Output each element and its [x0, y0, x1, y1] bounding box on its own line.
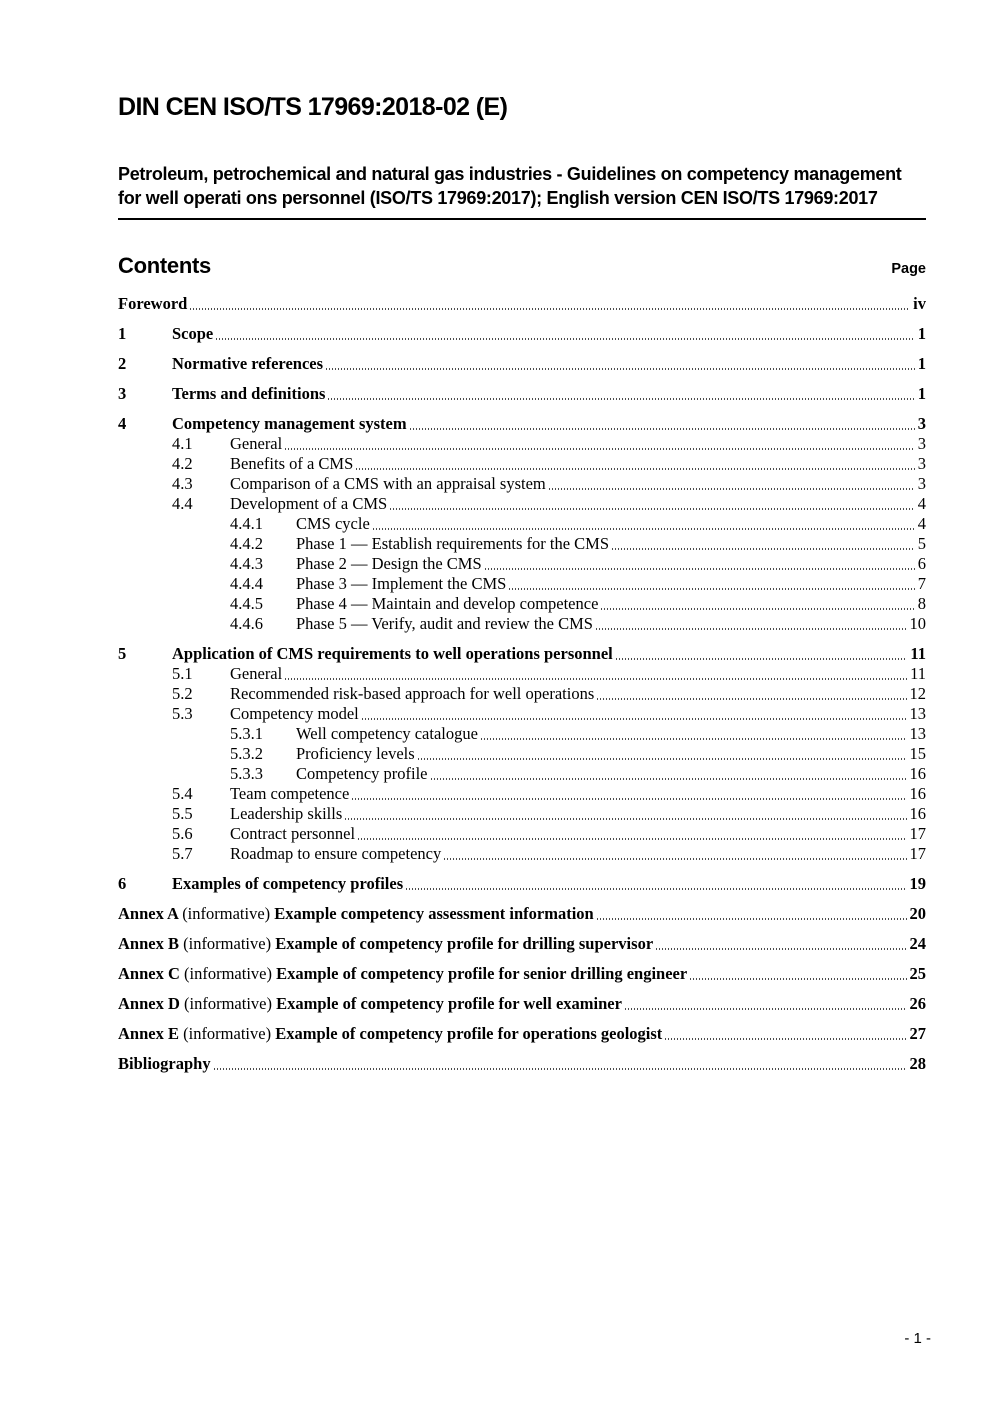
toc-entry-page: 25 — [909, 963, 926, 983]
toc-entry-number: 5.1 — [172, 663, 193, 683]
toc-entry-label-part: Annex A — [118, 903, 183, 923]
dot-leader — [356, 468, 914, 470]
toc-entry-label: Phase 3 — Implement the CMS — [296, 573, 507, 593]
toc-entry-label: Phase 1 — Establish requirements for the CMS — [296, 533, 610, 553]
toc-entry-label: Comparison of a CMS with an appraisal system — [230, 473, 546, 493]
contents-heading: Contents — [118, 252, 211, 278]
footer-page-number: - 1 - — [904, 1330, 931, 1347]
toc-row — [118, 534, 926, 554]
toc-row — [118, 964, 926, 984]
toc-entry-label: Well competency catalogue — [296, 723, 478, 743]
page-column-label: Page — [891, 260, 926, 277]
toc-row — [118, 294, 926, 314]
toc-row — [118, 574, 926, 594]
toc-entry-page: 7 — [917, 573, 926, 593]
toc-entry-label-part: Example competency assessment information — [274, 903, 594, 923]
toc-entry-page: 1 — [917, 323, 926, 343]
toc-entry-number: 5.3.2 — [230, 743, 263, 763]
toc-entry-number: 6 — [118, 873, 127, 893]
toc-entry-label-part: (informative) — [182, 903, 275, 923]
dot-leader — [362, 718, 907, 720]
toc-entry-page: 27 — [909, 1023, 926, 1043]
toc-entry-label — [118, 1024, 665, 1044]
toc-row — [118, 474, 926, 494]
toc-row — [118, 904, 926, 924]
toc-row — [118, 614, 926, 634]
toc-row — [118, 1024, 926, 1044]
toc-row — [118, 354, 926, 374]
toc-row — [118, 664, 926, 684]
toc-entry-number: 4.4.5 — [230, 593, 263, 613]
document-subtitle: Petroleum, petrochemical and natural gas industries - Guidelines on competency management for well operati ons personnel (ISO/TS 17969:2017); English version CEN ISO/TS 17969:2017 — [118, 163, 902, 209]
toc-entry-page: 5 — [917, 533, 926, 553]
toc-entry-page: 24 — [909, 933, 926, 953]
toc-entry-label: Bibliography — [118, 1053, 211, 1073]
contents-header-row — [118, 253, 926, 279]
toc-entry-label: Competency model — [230, 703, 359, 723]
toc-entry-label: General — [230, 663, 283, 683]
toc-entry-label: Competency management system — [172, 413, 407, 433]
toc-entry-label-part: (informative) — [184, 993, 277, 1013]
toc-row — [118, 784, 926, 804]
toc-entry-number: 5.3 — [172, 703, 193, 723]
toc-entry-label-part: Example of competency profile for drilling supervisor — [275, 933, 654, 953]
page-content — [118, 0, 926, 1074]
dot-leader — [406, 888, 906, 890]
toc-entry-number: 1 — [118, 323, 127, 343]
toc-entry-number: 4.4 — [172, 493, 193, 513]
toc-entry-page: 16 — [909, 763, 926, 783]
dot-leader — [601, 608, 914, 610]
toc-row — [118, 554, 926, 574]
toc-entry-number: 5.3.1 — [230, 723, 263, 743]
dot-leader — [285, 678, 907, 680]
toc-entry-number: 4.2 — [172, 453, 193, 473]
toc-entry-label: Leadership skills — [230, 803, 343, 823]
toc-row — [118, 454, 926, 474]
toc-row — [118, 804, 926, 824]
dot-leader — [285, 448, 915, 450]
dot-leader — [597, 698, 906, 700]
toc-entry-page: 6 — [917, 553, 926, 573]
toc-list — [118, 294, 926, 1074]
toc-row — [118, 824, 926, 844]
toc-entry-page: 3 — [917, 413, 926, 433]
toc-entry-label: Roadmap to ensure competency — [230, 843, 442, 863]
toc-entry-page: 8 — [917, 593, 926, 613]
dot-leader — [358, 838, 906, 840]
toc-entry-label: Foreword — [118, 293, 188, 313]
dot-leader — [326, 368, 915, 370]
toc-entry-label: Phase 5 — Verify, audit and review the CMS — [296, 613, 593, 633]
toc-entry-page: 3 — [917, 453, 926, 473]
toc-entry-label: Proficiency levels — [296, 743, 415, 763]
toc-entry-label — [118, 994, 625, 1014]
toc-row — [118, 994, 926, 1014]
dot-leader — [352, 798, 906, 800]
toc-row — [118, 514, 926, 534]
toc-entry-number: 5.7 — [172, 843, 193, 863]
toc-entry-label — [118, 904, 597, 924]
toc-row — [118, 744, 926, 764]
toc-entry-number: 4.4.4 — [230, 573, 263, 593]
dot-leader — [656, 948, 906, 950]
dot-leader — [481, 738, 907, 740]
toc-entry-label-part: Example of competency profile for well examiner — [276, 993, 622, 1013]
dot-leader — [690, 978, 906, 980]
toc-entry-page: 19 — [909, 873, 926, 893]
toc-entry-label: CMS cycle — [296, 513, 370, 533]
dot-leader — [390, 508, 915, 510]
dot-leader — [214, 1068, 907, 1070]
toc-entry-label: Application of CMS requirements to well operations personnel — [172, 643, 613, 663]
toc-entry-label-part: (informative) — [183, 1023, 276, 1043]
toc-entry-number: 4.4.2 — [230, 533, 263, 553]
dot-leader — [373, 528, 915, 530]
toc-entry-page: 3 — [917, 473, 926, 493]
toc-row — [118, 704, 926, 724]
toc-entry-number: 5.4 — [172, 783, 193, 803]
toc-entry-number: 5 — [118, 643, 127, 663]
toc-entry-label: General — [230, 433, 283, 453]
toc-entry-label: Phase 4 — Maintain and develop competence — [296, 593, 599, 613]
dot-leader — [509, 588, 914, 590]
toc-row — [118, 844, 926, 864]
dot-leader — [596, 628, 907, 630]
dot-leader — [616, 658, 908, 660]
toc-entry-page: 10 — [909, 613, 926, 633]
toc-entry-label: Examples of competency profiles — [172, 873, 404, 893]
toc-row — [118, 414, 926, 434]
toc-row — [118, 724, 926, 744]
dot-leader — [328, 398, 914, 400]
toc-row — [118, 644, 926, 664]
toc-entry-number: 5.3.3 — [230, 763, 263, 783]
dot-leader — [431, 778, 907, 780]
toc-entry-page: 17 — [909, 823, 926, 843]
toc-entry-page: 13 — [909, 703, 926, 723]
toc-entry-number: 4.4.6 — [230, 613, 263, 633]
toc-entry-number: 2 — [118, 353, 127, 373]
toc-entry-page: 13 — [909, 723, 926, 743]
dot-leader — [216, 338, 915, 340]
toc-entry-label: Team competence — [230, 783, 350, 803]
toc-entry-label: Scope — [172, 323, 214, 343]
dot-leader — [485, 568, 915, 570]
toc-row — [118, 384, 926, 404]
toc-entry-page: 16 — [909, 803, 926, 823]
toc-entry-label-part: Example of competency profile for senior drilling engineer — [276, 963, 688, 983]
dot-leader — [665, 1038, 906, 1040]
toc-entry-page: 16 — [909, 783, 926, 803]
toc-entry-page: 17 — [909, 843, 926, 863]
toc-entry-label-part: (informative) — [184, 963, 277, 983]
toc-row — [118, 594, 926, 614]
dot-leader — [625, 1008, 907, 1010]
toc-entry-page: 4 — [917, 513, 926, 533]
toc-row — [118, 1054, 926, 1074]
title-divider-rule — [118, 218, 926, 220]
dot-leader — [190, 308, 910, 310]
dot-leader — [612, 548, 915, 550]
dot-leader — [549, 488, 915, 490]
toc-entry-page: 11 — [910, 663, 926, 683]
toc-entry-label: Normative references — [172, 353, 324, 373]
toc-entry-page: 20 — [909, 903, 926, 923]
toc-entry-label — [118, 964, 690, 984]
toc-entry-label: Recommended risk-based approach for well operations — [230, 683, 595, 703]
toc-entry-number: 5.2 — [172, 683, 193, 703]
toc-entry-number: 5.6 — [172, 823, 193, 843]
toc-row — [118, 684, 926, 704]
toc-entry-page: 1 — [917, 353, 926, 373]
toc-entry-label: Benefits of a CMS — [230, 453, 354, 473]
dot-leader — [345, 818, 906, 820]
dot-leader — [418, 758, 907, 760]
toc-entry-label — [118, 934, 656, 954]
toc-entry-number: 4 — [118, 413, 127, 433]
toc-entry-number: 3 — [118, 383, 127, 403]
toc-entry-page: 4 — [917, 493, 926, 513]
dot-leader — [597, 918, 907, 920]
toc-entry-page: 1 — [917, 383, 926, 403]
document-code-title: DIN CEN ISO/TS 17969:2018-02 (E) — [118, 93, 508, 121]
toc-entry-page: 11 — [910, 643, 926, 663]
toc-row — [118, 494, 926, 514]
toc-entry-number: 4.1 — [172, 433, 193, 453]
toc-entry-label-part: Annex B — [118, 933, 184, 953]
toc-row — [118, 764, 926, 784]
toc-entry-page: 28 — [909, 1053, 926, 1073]
toc-row — [118, 934, 926, 954]
dot-leader — [444, 858, 906, 860]
toc-entry-label-part: Annex C — [118, 963, 185, 983]
toc-entry-label-part: Annex E — [118, 1023, 184, 1043]
toc-entry-number: 5.5 — [172, 803, 193, 823]
toc-row — [118, 324, 926, 344]
toc-entry-number: 4.4.1 — [230, 513, 263, 533]
toc-entry-page: 26 — [909, 993, 926, 1013]
dot-leader — [410, 428, 915, 430]
toc-entry-number: 4.4.3 — [230, 553, 263, 573]
toc-entry-label-part: Example of competency profile for operations geologist — [275, 1023, 663, 1043]
toc-row — [118, 874, 926, 894]
toc-entry-label: Competency profile — [296, 763, 428, 783]
toc-entry-page: 12 — [909, 683, 926, 703]
toc-entry-page: 3 — [917, 433, 926, 453]
toc-entry-label-part: (informative) — [183, 933, 276, 953]
toc-entry-label: Phase 2 — Design the CMS — [296, 553, 482, 573]
toc-entry-page: iv — [913, 293, 926, 313]
toc-entry-label: Contract personnel — [230, 823, 356, 843]
toc-entry-label-part: Annex D — [118, 993, 185, 1013]
toc-entry-page: 15 — [909, 743, 926, 763]
toc-entry-label: Development of a CMS — [230, 493, 388, 513]
toc-row — [118, 434, 926, 454]
toc-entry-number: 4.3 — [172, 473, 193, 493]
toc-entry-label: Terms and definitions — [172, 383, 326, 403]
